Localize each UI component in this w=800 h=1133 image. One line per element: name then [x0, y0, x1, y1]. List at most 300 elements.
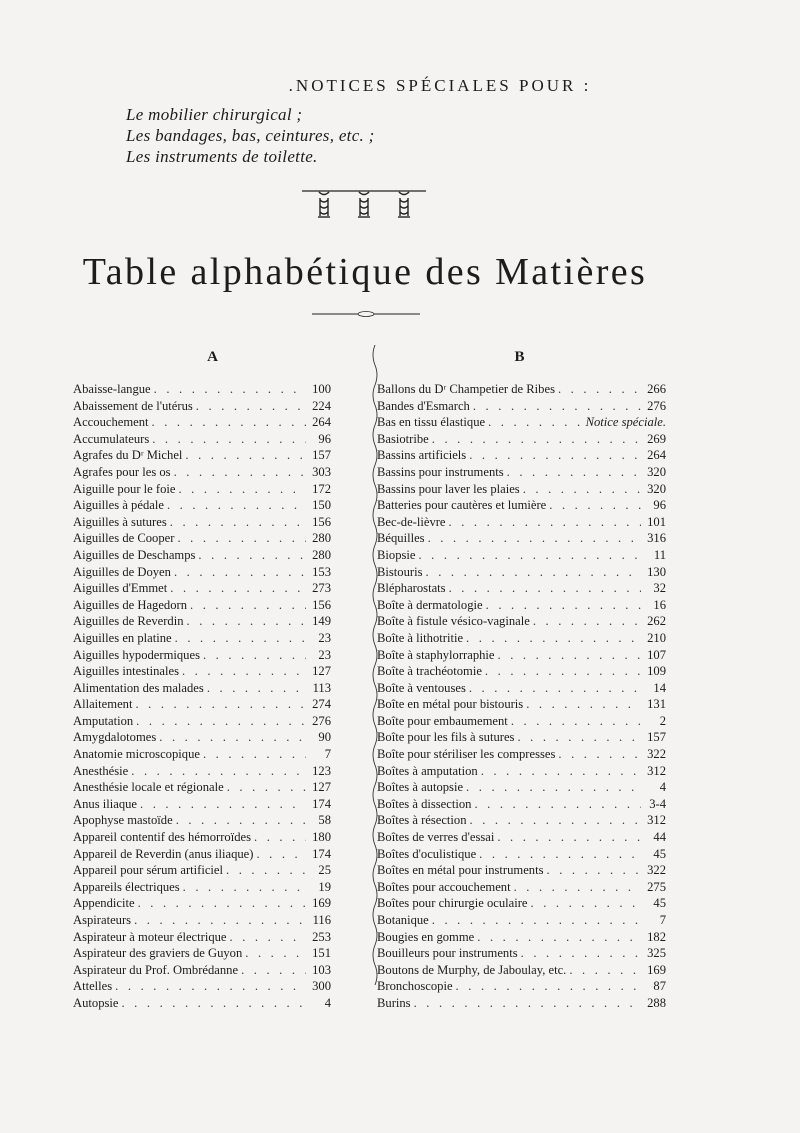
leader-dots [152, 414, 306, 431]
entry-label: Boîtes de verres d'essai [377, 830, 495, 845]
entry-label: Autopsie [73, 995, 119, 1010]
entry-page-number: 11 [653, 547, 666, 562]
entry-page-number: 312 [647, 763, 666, 778]
leader-dots [175, 630, 306, 647]
entry-page-number: 96 [318, 431, 331, 446]
index-entry [377, 597, 666, 614]
index-entry [377, 796, 666, 813]
entry-label: Blépharostats [377, 581, 446, 596]
leader-dots [507, 464, 641, 481]
entry-label: Amputation [73, 713, 134, 728]
leader-dots [514, 879, 641, 896]
entry-label: Biopsie [377, 547, 416, 562]
entry-label: Abaisse-langue [73, 382, 151, 396]
leader-dots [182, 663, 306, 680]
entry-page-number: 157 [312, 448, 331, 463]
leader-dots [498, 647, 641, 664]
leader-dots [428, 530, 641, 547]
index-entry [377, 630, 666, 647]
index-entry [73, 995, 331, 1012]
entry-page-number: 210 [647, 630, 666, 645]
index-entry [73, 547, 331, 564]
index-entry [377, 779, 666, 796]
entry-page-number: 316 [647, 531, 666, 546]
entry-page-number: 153 [312, 564, 331, 579]
index-entry [377, 763, 666, 780]
entry-label: Aiguilles à pédale [73, 498, 164, 513]
leader-dots [521, 945, 641, 962]
entry-page-number: 274 [312, 697, 331, 712]
entry-label: Boîte à dermatologie [377, 597, 483, 612]
index-entry [377, 879, 666, 896]
entry-label: Boîtes à autopsie [377, 780, 464, 795]
index-entry [73, 796, 331, 813]
leader-dots [432, 912, 641, 929]
leader-dots [456, 978, 641, 995]
entry-page-number: 130 [647, 564, 666, 579]
leader-dots [115, 978, 306, 995]
entry-label: Anesthésie locale et régionale [73, 780, 224, 795]
leader-dots [517, 729, 641, 746]
index-entry [377, 680, 666, 697]
leader-dots [533, 613, 641, 630]
leader-dots [418, 547, 641, 564]
index-entry [377, 829, 666, 846]
entry-label: Accumulateurs [73, 431, 150, 446]
index-entry [377, 978, 666, 995]
index-entry [377, 713, 666, 730]
index-entry [73, 414, 331, 431]
index-entry [377, 447, 666, 464]
leader-dots [477, 929, 641, 946]
entry-page-number: 276 [647, 398, 666, 413]
index-entry [377, 962, 666, 979]
entry-label: Boîte à lithotritie [377, 630, 464, 645]
index-entry [377, 398, 666, 415]
entry-label: Boîtes en métal pour instruments [377, 863, 544, 878]
entry-page-number: 322 [647, 747, 666, 762]
fleuron-ornament-icon [302, 188, 426, 222]
entry-label: Burins [377, 995, 411, 1010]
entry-label: Aiguilles d'Emmet [73, 581, 168, 596]
entry-page-number: 16 [653, 597, 666, 612]
entry-label: Béquilles [377, 531, 425, 546]
leader-dots [174, 464, 306, 481]
entry-label: Boîtes à dissection [377, 796, 472, 811]
section-letter-b: B [514, 349, 526, 365]
entry-label: Boîte pour stériliser les compresses [377, 747, 556, 762]
leader-dots [135, 696, 306, 713]
index-entry [73, 597, 331, 614]
entry-label: Boîtes à résection [377, 813, 467, 828]
entry-label: Anesthésie [73, 763, 129, 778]
entry-page-number: 174 [312, 846, 331, 861]
entry-page-number: 116 [312, 913, 331, 927]
index-entry [377, 530, 666, 547]
entry-label: Appareils électriques [73, 879, 180, 894]
leader-dots [426, 564, 642, 581]
index-entry [377, 497, 666, 514]
leader-dots [432, 431, 641, 448]
index-entry [73, 630, 331, 647]
entry-label: Aspirateurs [73, 913, 132, 927]
leader-dots [549, 497, 641, 514]
entry-label: Appareil pour sérum artificiel [73, 863, 224, 878]
entry-label: Boîtes d'oculistique [377, 846, 477, 861]
entry-label: Appareil de Reverdin (anus iliaque) [73, 846, 254, 861]
index-column-b [377, 381, 666, 1012]
entry-page-number: 169 [312, 896, 331, 911]
index-entry [73, 696, 331, 713]
leader-dots [474, 796, 641, 813]
entry-label: Aiguille pour le foie [73, 481, 176, 496]
leader-dots [203, 647, 306, 664]
notices-heading: .NOTICES SPÉCIALES POUR : [288, 76, 592, 95]
notice-item: Les instruments de toilette. [126, 147, 318, 166]
index-entry [377, 746, 666, 763]
leader-dots [531, 895, 642, 912]
entry-page-number: 100 [312, 382, 331, 396]
entry-page-number: 45 [653, 846, 666, 861]
entry-page-number: 172 [312, 481, 331, 496]
entry-page-number: 3-4 [649, 796, 666, 811]
entry-page-number: 312 [647, 813, 666, 828]
entry-label: Abaissement de l'utérus [73, 398, 193, 413]
leader-dots [167, 497, 306, 514]
index-entry [73, 962, 331, 979]
entry-label: Aspirateur des graviers de Guyon [73, 946, 243, 961]
entry-label: Aiguilles de Deschamps [73, 547, 196, 562]
entry-label: Aiguilles de Reverdin [73, 614, 184, 629]
entry-label: Bas en tissu élastique [377, 415, 486, 430]
index-entry [377, 862, 666, 879]
entry-label: Boîte pour les fils à sutures [377, 730, 515, 745]
leader-dots [198, 547, 306, 564]
entry-page-number: 322 [647, 863, 666, 878]
leader-dots [203, 746, 306, 763]
entry-label: Aiguilles de Cooper [73, 531, 175, 546]
entry-label: Apophyse mastoïde [73, 813, 173, 828]
entry-page-number: 174 [312, 796, 331, 811]
entry-label: Boîte à ventouses [377, 680, 466, 695]
entry-page-number: 180 [312, 830, 331, 845]
entry-page-number: 25 [318, 863, 331, 878]
index-entry [73, 663, 331, 680]
leader-dots [170, 514, 306, 531]
leader-dots [154, 381, 306, 398]
entry-label: Boîtes pour accouchement [377, 879, 511, 894]
leader-dots [526, 696, 641, 713]
entry-label: Boîte à staphylorraphie [377, 647, 495, 662]
entry-label: Amygdalotomes [73, 730, 157, 745]
leader-dots [131, 763, 306, 780]
entry-label: Boîte pour embaumement [377, 713, 508, 728]
leader-dots [230, 929, 306, 946]
entry-page-number: 101 [647, 514, 666, 529]
entry-page-number: 113 [312, 680, 331, 695]
index-entry [73, 829, 331, 846]
leader-dots [183, 879, 306, 896]
entry-page-number: 269 [647, 431, 666, 446]
leader-dots [121, 995, 306, 1012]
entry-page-number: 7 [659, 913, 666, 927]
entry-label: Bassins pour instruments [377, 464, 504, 479]
entry-label: Agrafes du Dʳ Michel [73, 448, 183, 463]
index-entry [73, 763, 331, 780]
entry-label: Aspirateur à moteur électrique [73, 929, 227, 944]
entry-page-number: 127 [312, 780, 331, 795]
entry-label: Bistouris [377, 564, 423, 579]
index-entry [73, 812, 331, 829]
index-entry [73, 729, 331, 746]
entry-page-number: 4 [324, 995, 331, 1010]
notice-item: Les bandages, bas, ceintures, etc. ; [126, 126, 375, 145]
leader-dots [159, 729, 306, 746]
leader-dots [414, 995, 641, 1012]
entry-page-number: 169 [647, 962, 666, 977]
leader-dots [523, 481, 641, 498]
leader-dots [136, 713, 306, 730]
entry-label: Aiguilles de Hagedorn [73, 597, 188, 612]
leader-dots [449, 580, 641, 597]
index-entry [377, 945, 666, 962]
entry-page-number: 4 [659, 780, 666, 795]
leader-dots [466, 779, 641, 796]
entry-page-number: 253 [312, 929, 331, 944]
leader-dots [473, 398, 641, 415]
entry-page-number: 23 [318, 630, 331, 645]
entry-page-number: 2 [659, 713, 666, 728]
leader-dots [569, 962, 641, 979]
index-entry [377, 580, 666, 597]
index-entry [73, 564, 331, 581]
entry-note: Notice spéciale. [585, 415, 666, 430]
entry-page-number: 90 [318, 730, 331, 745]
entry-page-number: 273 [312, 581, 331, 596]
index-entry [73, 580, 331, 597]
entry-page-number: 157 [647, 730, 666, 745]
index-entry [377, 995, 666, 1012]
index-entry [377, 414, 666, 431]
leader-dots [196, 398, 306, 415]
entry-page-number: 45 [653, 896, 666, 911]
index-entry [73, 912, 331, 929]
index-entry [73, 497, 331, 514]
entry-page-number: 182 [647, 929, 666, 944]
entry-label: Bougies en gomme [377, 929, 475, 944]
leader-dots [256, 846, 306, 863]
entry-label: Ballons du Dʳ Champetier de Ribes [377, 382, 555, 396]
index-entry [73, 530, 331, 547]
index-entry [73, 680, 331, 697]
entry-page-number: 58 [318, 813, 331, 828]
entry-page-number: 156 [312, 514, 331, 529]
entry-label: Batteries pour cautères et lumière [377, 498, 547, 513]
page-title: Table alphabétique des Matières [82, 251, 648, 293]
entry-page-number: 300 [312, 979, 331, 994]
entry-page-number: 19 [318, 879, 331, 894]
leader-dots [187, 613, 306, 630]
entry-page-number: 262 [647, 614, 666, 629]
entry-page-number: 275 [647, 879, 666, 894]
entry-page-number: 109 [647, 664, 666, 679]
entry-page-number: 23 [318, 647, 331, 662]
entry-page-number: 320 [647, 481, 666, 496]
entry-label: Botanique [377, 913, 429, 927]
index-entry [377, 481, 666, 498]
entry-page-number: 150 [312, 498, 331, 513]
entry-label: Boutons de Murphy, de Jaboulay, etc. [377, 962, 567, 977]
leader-dots [190, 597, 306, 614]
index-entry [377, 696, 666, 713]
entry-label: Aiguilles en platine [73, 630, 172, 645]
index-entry [377, 929, 666, 946]
index-entry [377, 564, 666, 581]
leader-dots [177, 530, 306, 547]
entry-page-number: 280 [312, 531, 331, 546]
entry-label: Allaitement [73, 697, 133, 712]
entry-page-number: 280 [312, 547, 331, 562]
entry-page-number: 44 [653, 830, 666, 845]
leader-dots [469, 680, 641, 697]
leader-dots [207, 680, 306, 697]
index-entry [73, 978, 331, 995]
index-entry [377, 647, 666, 664]
leader-dots [138, 895, 306, 912]
entry-page-number: 14 [653, 680, 666, 695]
index-entry [377, 613, 666, 630]
title-rule-ornament [312, 311, 420, 317]
index-entry [377, 514, 666, 531]
leader-dots [227, 779, 306, 796]
index-entry [73, 398, 331, 415]
entry-page-number: 151 [312, 946, 331, 961]
index-entry [73, 464, 331, 481]
index-entry [73, 862, 331, 879]
section-letter-a: A [207, 349, 219, 365]
entry-page-number: 266 [647, 382, 666, 396]
entry-page-number: 103 [312, 962, 331, 977]
entry-page-number: 7 [324, 747, 331, 762]
entry-label: Appareil contentif des hémorroïdes [73, 830, 252, 845]
leader-dots [470, 812, 641, 829]
index-entry [73, 895, 331, 912]
entry-label: Anus iliaque [73, 796, 138, 811]
index-entry [73, 431, 331, 448]
index-entry [377, 464, 666, 481]
entry-label: Anatomie microscopique [73, 747, 200, 762]
index-entry [377, 663, 666, 680]
index-entry [73, 779, 331, 796]
index-entry [73, 945, 331, 962]
entry-label: Alimentation des malades [73, 680, 204, 695]
index-entry [73, 713, 331, 730]
entry-label: Boîte à fistule vésico-vaginale [377, 614, 530, 629]
entry-label: Boîte à trachéotomie [377, 664, 482, 679]
entry-page-number: 303 [312, 464, 331, 479]
leader-dots [486, 597, 641, 614]
leader-dots [479, 846, 641, 863]
leader-dots [511, 713, 641, 730]
leader-dots [558, 746, 641, 763]
index-entry [73, 613, 331, 630]
leader-dots [547, 862, 642, 879]
leader-dots [497, 829, 641, 846]
entry-page-number: 127 [312, 664, 331, 679]
index-entry [73, 447, 331, 464]
leader-dots [140, 796, 306, 813]
index-entry [73, 647, 331, 664]
leader-dots [449, 514, 641, 531]
entry-label: Bandes d'Esmarch [377, 398, 470, 413]
entry-page-number: 107 [647, 647, 666, 662]
entry-page-number: 131 [647, 697, 666, 712]
index-entry [73, 381, 331, 398]
leader-dots [178, 481, 306, 498]
leader-dots [174, 564, 306, 581]
leader-dots [558, 381, 641, 398]
leader-dots [466, 630, 641, 647]
index-entry [73, 929, 331, 946]
entry-page-number: 149 [312, 614, 331, 629]
entry-label: Bassins artificiels [377, 448, 467, 463]
entry-page-number: 96 [653, 498, 666, 513]
index-entry [73, 481, 331, 498]
index-entry [377, 895, 666, 912]
leader-dots [152, 431, 306, 448]
entry-page-number: 32 [653, 581, 666, 596]
entry-label: Bassins pour laver les plaies [377, 481, 520, 496]
leader-dots [134, 912, 306, 929]
entry-label: Bec-de-lièvre [377, 514, 446, 529]
entry-label: Aiguilles intestinales [73, 664, 179, 679]
entry-page-number: 264 [312, 415, 331, 430]
leader-dots [226, 862, 306, 879]
entry-label: Agrafes pour les os [73, 464, 171, 479]
index-entry [73, 879, 331, 896]
entry-page-number: 276 [312, 713, 331, 728]
index-entry [377, 431, 666, 448]
leader-dots [185, 447, 306, 464]
leader-dots [469, 447, 641, 464]
entry-label: Boîtes à amputation [377, 763, 478, 778]
entry-label: Boîtes pour chirurgie oculaire [377, 896, 528, 911]
index-entry [377, 381, 666, 398]
entry-label: Accouchement [73, 415, 149, 430]
entry-label: Boîte en métal pour bistouris [377, 697, 524, 712]
index-column-a [73, 381, 331, 1012]
leader-dots [176, 812, 306, 829]
notices-list [126, 104, 375, 167]
entry-page-number: 325 [647, 946, 666, 961]
entry-label: Attelles [73, 979, 113, 994]
leader-dots [254, 829, 306, 846]
leader-dots [481, 763, 641, 780]
index-entry [73, 846, 331, 863]
leader-dots [245, 945, 306, 962]
entry-label: Bouilleurs pour instruments [377, 946, 518, 961]
notice-item: Le mobilier chirurgical ; [126, 105, 303, 124]
leader-dots [488, 414, 582, 431]
entry-label: Aiguilles à sutures [73, 514, 167, 529]
entry-label: Bronchoscopie [377, 979, 453, 994]
entry-page-number: 156 [312, 597, 331, 612]
entry-page-number: 320 [647, 464, 666, 479]
entry-label: Appendicite [73, 896, 135, 911]
index-entry [73, 746, 331, 763]
index-entry [377, 812, 666, 829]
index-entry [377, 729, 666, 746]
